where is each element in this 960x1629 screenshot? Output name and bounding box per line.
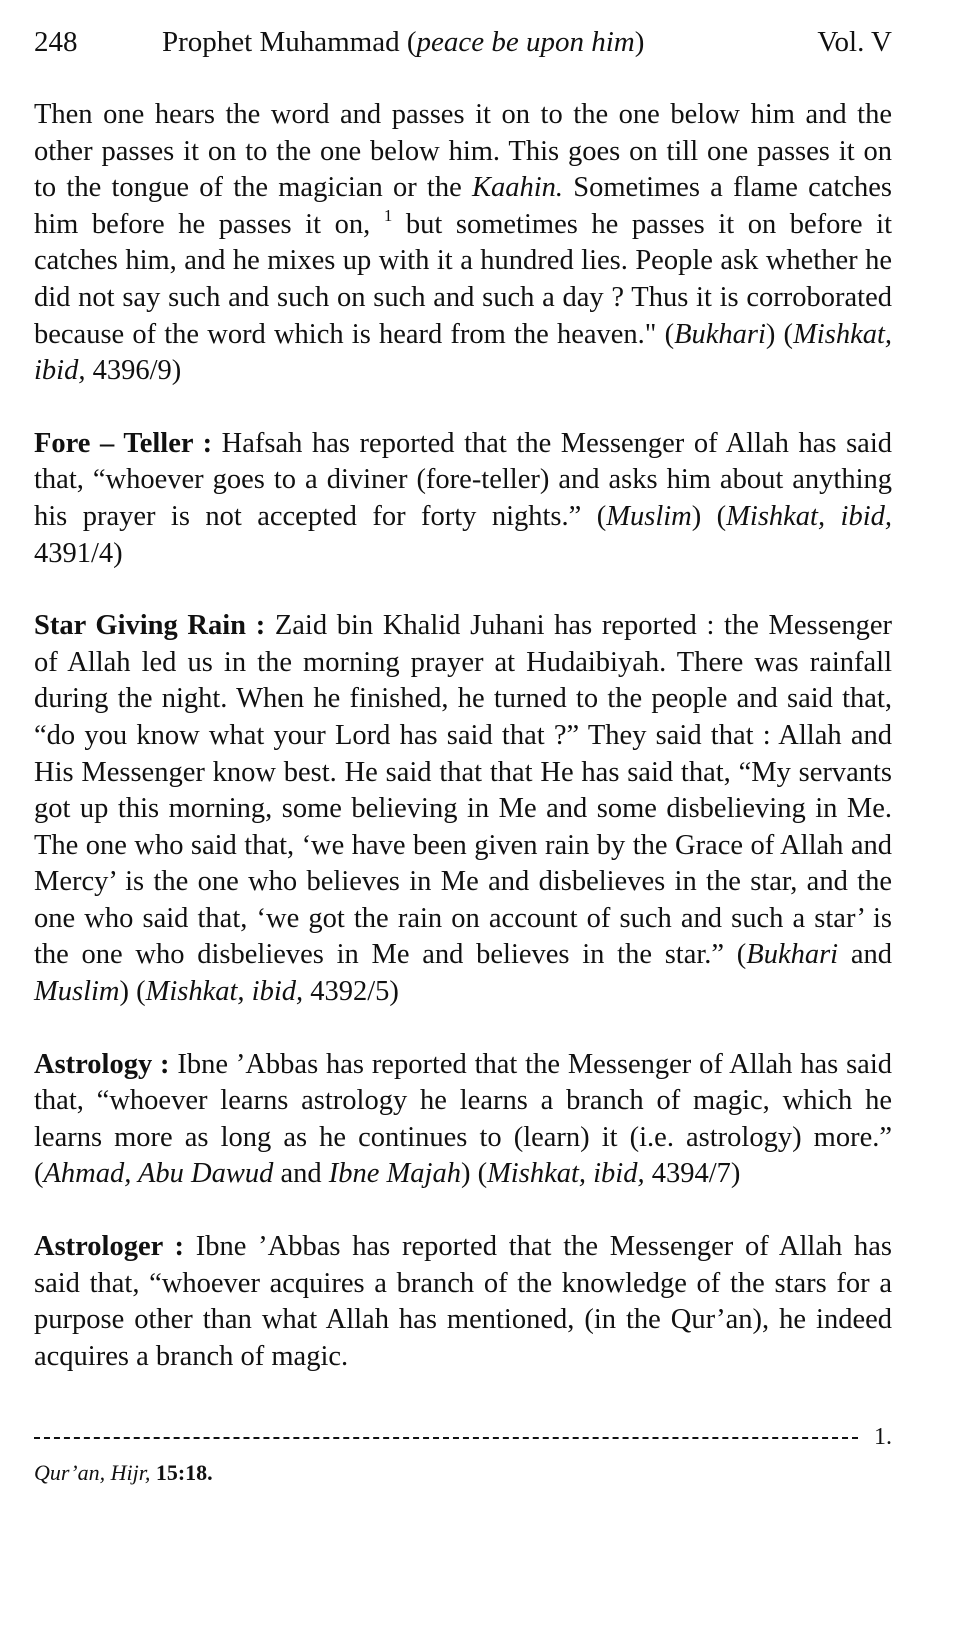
section-lead: Astrology : xyxy=(34,1048,170,1080)
page-header xyxy=(34,22,892,62)
page-number: 248 xyxy=(34,26,78,58)
running-title xyxy=(162,22,644,62)
text-run: but sometimes he passes it on before it catches him, and he mixes up with it a hundred lies. People ask whether he did not say such and such on such and such a day ? Thus it is corroborated because of the word which is heard from the heaven." ( xyxy=(34,208,892,350)
text-run: Sometimes a flame catches him before he passes it on, xyxy=(34,172,892,240)
section-lead: Star Giving Rain : xyxy=(34,610,266,642)
citation-source: Bukhari xyxy=(674,318,766,350)
text-run: Zaid bin Khalid Juhani has reported : the Messenger of Allah led us in the morning prayer at Hudaibiyah. There was rainfall during the night. When he finished, he turned to the people and said that, “do you know what your Lord has said that ?” They said that : Allah and His Messenger know best. He said that that He has said that, “My servants got up this morning, some believing in Me and some disbelieving in Me. The one who said that, ‘we have been given rain by the Grace of Allah and Mercy’ is the one who believes in Me and disbelieves in the star, and the one who said that, ‘we got the rain on account of such and such a star’ is the one who disbelieves in Me and believes in the star.” ( xyxy=(34,610,892,971)
text-run: and xyxy=(273,1158,329,1190)
paragraph-fore-teller xyxy=(34,426,892,572)
citation-source: Mishkat, ibid, xyxy=(487,1158,645,1190)
citation-source: Ahmad, Abu Dawud xyxy=(43,1158,274,1190)
citation-source: Mishkat, ibid, xyxy=(34,318,893,387)
text-run: Ibne ’Abbas has reported that the Messenger of Allah has said that, “whoever learns astrology he learns a branch of magic, which he learns more as long as he continues to (learn) it (i.e. astrology) more.” ( xyxy=(34,1048,892,1190)
citation-source: Muslim xyxy=(606,500,692,532)
citation-source: Ibne Majah xyxy=(328,1158,461,1190)
volume-label: Vol. V xyxy=(817,26,892,58)
running-title-main: Prophet Muhammad ( xyxy=(162,26,417,58)
italic-term: Kaahin. xyxy=(471,172,564,204)
citation-source: Mishkat, ibid, xyxy=(145,976,304,1008)
text-run: Ibne ’Abbas has reported that the Messenger of Allah has said that, “whoever acquires a branch of the knowledge of the stars for a purpose other than what Allah has mentioned, (in the Qur’an), he indeed acquires a branch of magic. xyxy=(34,1231,893,1372)
footnote-marker: 1 xyxy=(383,205,393,225)
footnote-reference: 15:18. xyxy=(150,1460,213,1485)
citation-source: Mishkat, ibid, xyxy=(726,500,892,532)
section-lead: Astrologer : xyxy=(34,1231,185,1263)
footnote-number: 1. xyxy=(874,1424,892,1450)
running-title-close: ) xyxy=(634,26,645,58)
footnote-source: Qur’an, Hijr, xyxy=(34,1460,151,1485)
text-run: and xyxy=(838,939,892,971)
citation-number: 4396/9) xyxy=(85,355,182,387)
text-run: ) ( xyxy=(691,500,727,532)
citation-number: 4391/4) xyxy=(34,537,123,569)
running-title-honorific: peace be upon him xyxy=(416,26,635,58)
footnote-separator xyxy=(34,1422,892,1452)
paragraph-continuation xyxy=(34,97,892,390)
text-run: ) ( xyxy=(119,976,146,1008)
text-run: Hafsah has reported that the Messenger of Allah has said that, “whoever goes to a diviner (fore-teller) and asks him about anything his prayer is not accepted for forty nights.” ( xyxy=(34,427,892,532)
citation-number: 4392/5) xyxy=(303,976,399,1008)
dashed-rule xyxy=(34,1437,858,1439)
paragraph-star-giving-rain xyxy=(34,608,892,1011)
text-run: ) ( xyxy=(765,318,794,350)
text-run: Then one hears the word and passes it on to the one below him and the other passes it on to the one below him. This goes on till one passes it on to the tongue of the magician or the xyxy=(34,99,892,204)
body-text xyxy=(34,97,892,1375)
footnote xyxy=(34,1458,213,1488)
citation-number: 4394/7) xyxy=(644,1158,741,1190)
section-lead: Fore – Teller : xyxy=(34,427,213,459)
citation-source: Bukhari xyxy=(746,939,839,971)
paragraph-astrologer xyxy=(34,1229,892,1375)
paragraph-astrology xyxy=(34,1047,892,1193)
citation-source: Muslim xyxy=(34,976,120,1008)
text-run: ) ( xyxy=(460,1158,488,1190)
